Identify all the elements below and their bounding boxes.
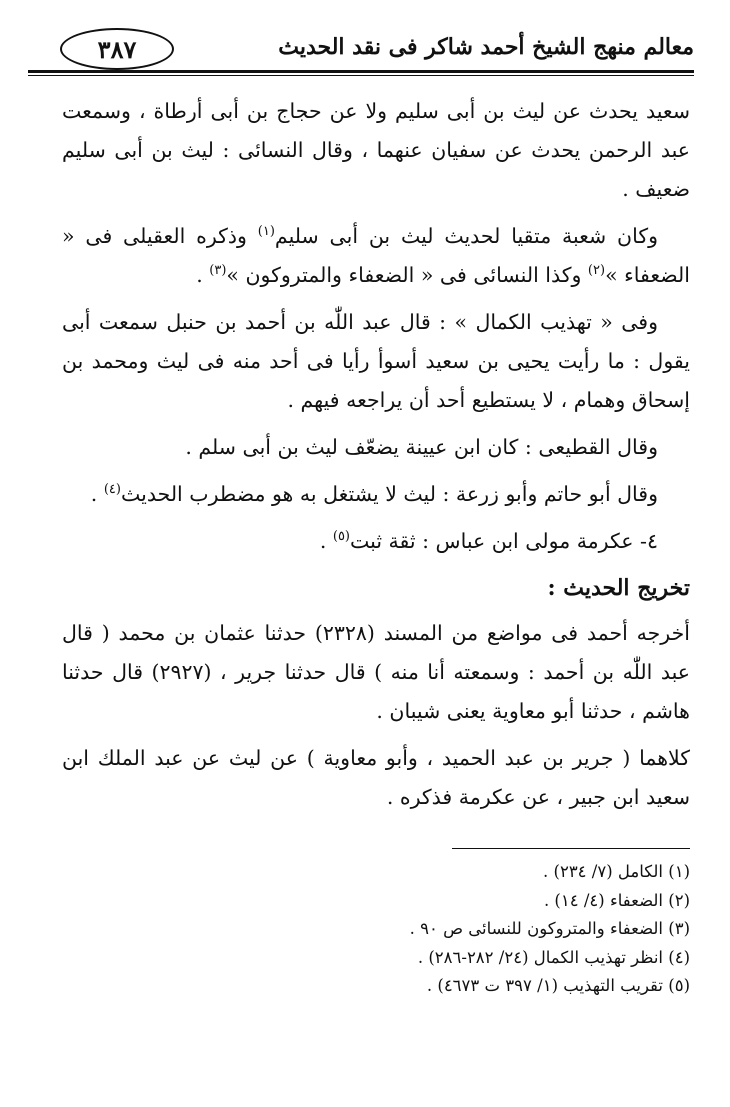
paragraph-8: كلاهما ( جرير بن عبد الحميد ، وأبو معاوية ) عن ليث عن عبد الملك ابن سعيد ابن جبير ، عن عكرمة فذكره . (62, 746, 690, 809)
section-heading: تخريج الحديث : (547, 575, 690, 601)
paragraph-1: سعيد يحدث عن ليث بن أبى سليم ولا عن حجاج بن أبى أرطاة ، وسمعت عبد الرحمن يحدث عن سفيان عنهما ، وقال النسائى : ليث بن أبى سليم ضعيف . (62, 99, 690, 201)
footnotes (62, 858, 690, 1001)
footnote-3: (٣) الضعفاء والمتروكون للنسائى ص ٩٠ . (409, 919, 690, 938)
paragraph-4: وقال القطيعى : كان ابن عيينة يضعّف ليث بن أبى سلم . (185, 435, 658, 459)
running-title: معالم منهج الشيخ أحمد شاكر فى نقد الحديث (278, 34, 694, 60)
paragraph-7: أخرجه أحمد فى مواضع من المسند (٢٣٢٨) حدثنا عثمان بن محمد ( قال عبد اللّٰه بن أحمد : وسمعته أنا منه ) قال حدثنا جرير ، (٢٩٢٧) قال حدثنا هاشم ، حدثنا أبو معاوية يعنى شيبان . (62, 621, 690, 723)
footnote-ref-3: (٣) (209, 263, 227, 279)
footnote-1: (١) الكامل (٧/ ٢٣٤) . (543, 862, 690, 881)
header-rule-thin (28, 75, 694, 76)
main-text (62, 92, 690, 825)
paragraph-2-text-c: وكذا النسائى فى « الضعفاء والمتروكون » (226, 263, 588, 287)
page-number: ٣٨٧ (60, 28, 174, 70)
footnote-ref-5: (٥) (332, 529, 350, 545)
footnote-4: (٤) انظر تهذيب الكمال (٢٤/ ٢٨٢-٢٨٦) . (417, 947, 690, 967)
paragraph-2 (62, 217, 690, 295)
paragraph-2-text-d: . (196, 263, 210, 287)
footnote-separator (452, 848, 690, 849)
paragraph-5-text-a: وقال أبو حاتم وأبو زرعة : ليث لا يشتغل به هو مضطرب الحديث (120, 482, 658, 506)
footnote-ref-2: (٢) (587, 263, 606, 279)
paragraph-2-text-b: وذكره العقيلى فى « الضعفاء » (62, 224, 690, 287)
paragraph-5-text-b: . (90, 482, 104, 506)
header-rule (28, 70, 694, 73)
footnote-ref-1: (١) (257, 224, 275, 240)
paragraph-5 (62, 475, 690, 514)
footnote-5: (٥) تقريب التهذيب (١/ ٣٩٧ ت ٤٦٧٣) . (426, 976, 690, 995)
paragraph-6-text-b: . (319, 529, 333, 553)
page-header (28, 26, 694, 76)
paragraph-2-text-a: وكان شعبة متقيا لحديث ليث بن أبى سليم (274, 224, 658, 248)
footnote-2: (٢) الضعفاء (٤/ ١٤) . (543, 890, 690, 910)
paragraph-3: وفى « تهذيب الكمال » : قال عبد اللّٰه بن أحمد بن حنبل سمعت أبى يقول : ما رأيت يحيى بن سعيد أسوأ رأيا فى أحد منه فى ليث ومحمد بن إسحاق وهمام ، لا يستطيع أحد أن يراجعه فيهم . (62, 310, 690, 412)
paragraph-6 (62, 522, 690, 561)
footnote-ref-4: (٤) (103, 482, 121, 498)
paragraph-6-text-a: ٤- عكرمة مولى ابن عباس : ثقة ثبت (350, 529, 658, 553)
